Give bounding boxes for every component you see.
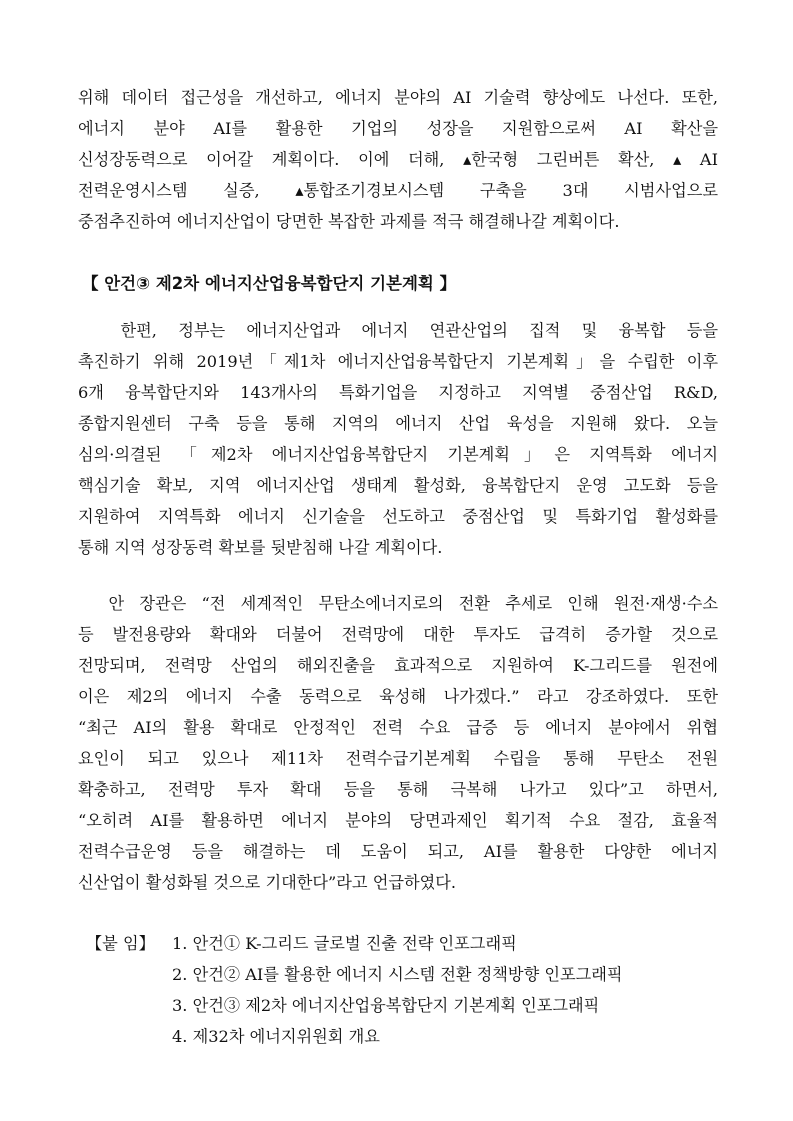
attachment-item: 1. 안건① K-그리드 글로벌 진출 전략 인포그래픽: [172, 934, 517, 953]
text-line: 확충하고, 전력망 투자 확대 등을 통해 극복해 나가고 있다”고 하면서,: [78, 780, 718, 799]
text-line: “최근 AI의 활용 확대로 안정적인 전력 수요 급증 등 에너지 분야에서 위협: [78, 718, 718, 737]
text-line: 촉진하기 위해 2019년「제1차 에너지산업융복합단지 기본계획」을 수립한 이후: [78, 352, 718, 371]
text-line: 에너지 분야 AI를 활용한 기업의 성장을 지원함으로써 AI 확산을: [78, 119, 718, 138]
text-line: 6개 융복합단지와 143개사의 특화기업을 지정하고 지역별 중점산업 R&D,: [78, 383, 718, 402]
text-line: 한편, 정부는 에너지산업과 에너지 연관산업의 집적 및 융복합 등을: [78, 321, 718, 340]
paragraph-ai-pilot-projects: [78, 82, 718, 237]
paragraph-spacer: [78, 563, 718, 588]
text-line: “오히려 AI를 활용하면 에너지 분야의 당면과제인 획기적 수요 절감, 효율적: [78, 811, 718, 830]
attachment-item: 3. 안건③ 제2차 에너지산업융복합단지 기본계획 인포그래픽: [172, 996, 600, 1015]
paragraph-convergence-complex-plan: [78, 315, 718, 563]
text-line: 중점추진하여 에너지산업이 당면한 복잡한 과제를 적극 해결해나갈 계획이다.: [78, 212, 620, 231]
attachments-list: [78, 928, 718, 1052]
text-line: 종합지원센터 구축 등을 통해 지역의 에너지 산업 육성을 지원해 왔다. 오늘: [78, 414, 718, 433]
text-line: 요인이 되고 있으나 제11차 전력수급기본계획 수립을 통해 무탄소 전원: [78, 749, 718, 768]
text-line: 전망되며, 전력망 산업의 해외진출을 효과적으로 지원하여 K-그리드를 원전에: [78, 656, 718, 675]
text-line: 전력수급운영 등을 해결하는 데 도움이 되고, AI를 활용한 다양한 에너지: [78, 842, 718, 861]
text-line: 심의·의결된 「제2차 에너지산업융복합단지 기본계획」은 지역특화 에너지: [78, 445, 718, 464]
text-line: 핵심기술 확보, 지역 에너지산업 생태계 활성화, 융복합단지 운영 고도화 등을: [78, 476, 718, 495]
attachment-item: 2. 안건② AI를 활용한 에너지 시스템 전환 정책방향 인포그래픽: [172, 965, 623, 984]
text-line: 등 발전용량와 확대와 더불어 전력망에 대한 투자도 급격히 증가할 것으로: [78, 625, 718, 644]
document-page: [78, 82, 718, 1052]
text-line: 전력운영시스템 실증, ▴통합조기경보시스템 구축을 3대 시범사업으로: [78, 181, 718, 200]
text-line: 통해 지역 성장동력 확보를 뒷받침해 나갈 계획이다.: [78, 538, 443, 557]
text-line: 신산업이 활성화될 것으로 기대한다”라고 언급하였다.: [78, 873, 457, 892]
text-line: 지원하여 지역특화 에너지 신기술을 선도하고 중점산업 및 특화기업 활성화를: [78, 507, 718, 526]
text-line: 이은 제2의 에너지 수출 동력으로 육성해 나가겠다.” 라고 강조하였다. 또한: [78, 687, 718, 706]
section-heading: 【 안건③ 제2차 에너지산업융복합단지 기본계획 】: [82, 274, 457, 293]
text-line: 신성장동력으로 이어갈 계획이다. 이에 더해, ▴한국형 그린버튼 확산, ▴ AI: [78, 150, 718, 169]
text-line: 안 장관은 “전 세계적인 무탄소에너지로의 전환 추세로 인해 원전·재생·수소: [78, 594, 718, 613]
attachment-item: 4. 제32차 에너지위원회 개요: [172, 1027, 380, 1046]
attachments-label: 【붙 임】: [86, 934, 155, 953]
paragraph-minister-remarks: [78, 588, 718, 898]
text-line: 위해 데이터 접근성을 개선하고, 에너지 분야의 AI 기술력 향상에도 나선다. 또한,: [78, 88, 718, 107]
